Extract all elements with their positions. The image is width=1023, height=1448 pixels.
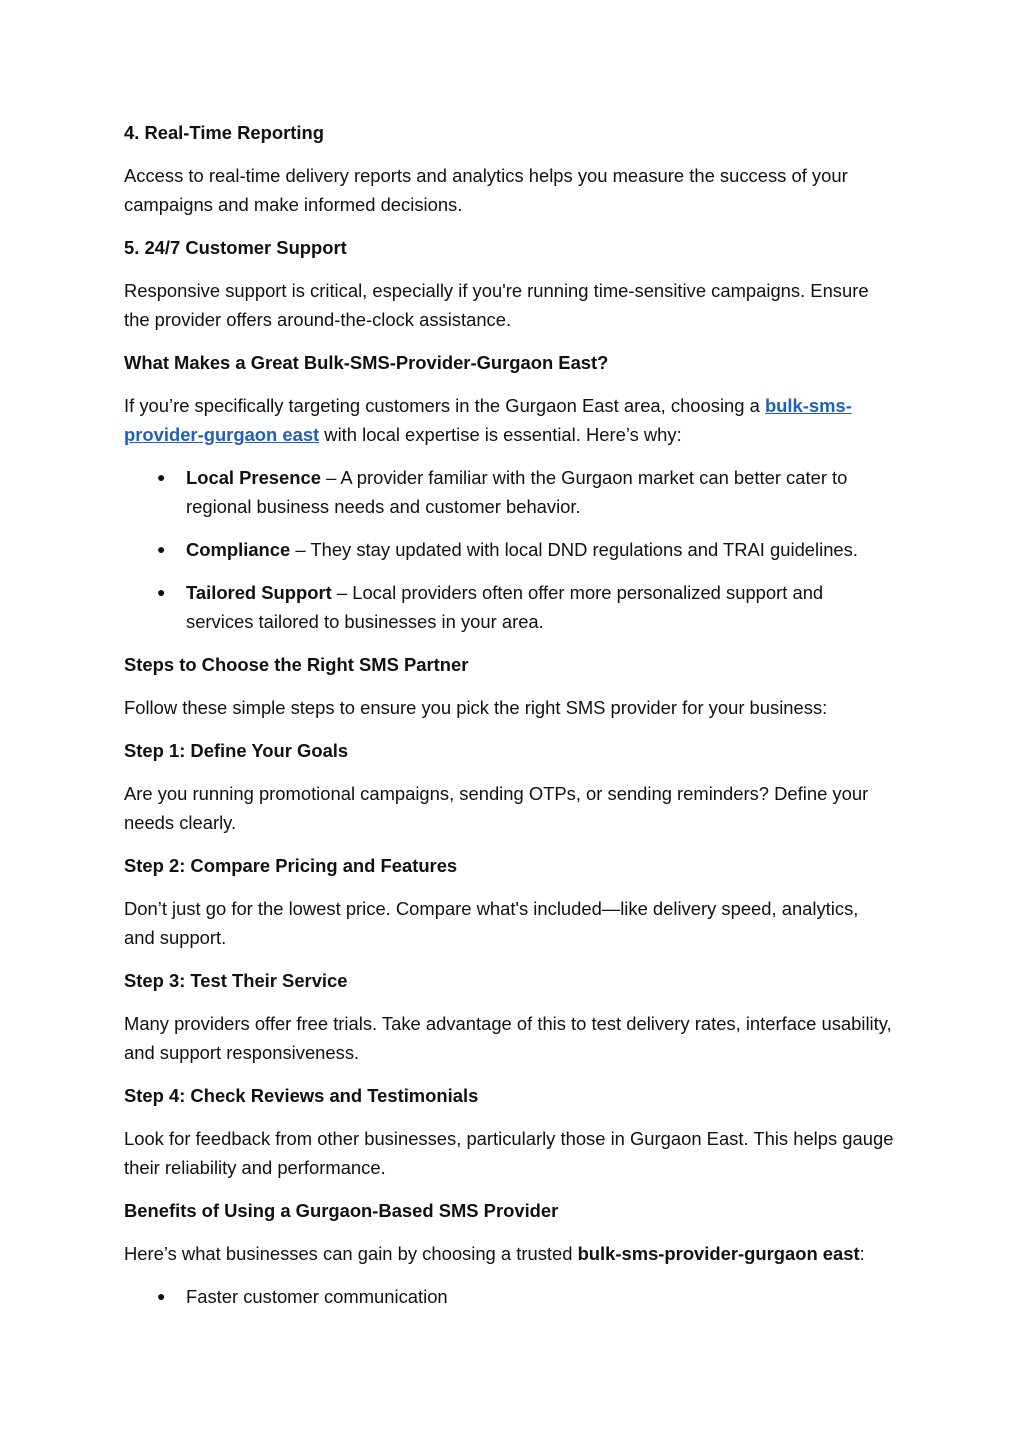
list-item-text: – A provider familiar with the Gurgaon market can better cater to regional business needs and customer behavior. [186, 467, 848, 517]
heading-benefits: Benefits of Using a Gurgaon-Based SMS Provider [124, 1200, 559, 1221]
list-item [124, 1282, 894, 1311]
bulk-sms-provider-link[interactable]: bulk-sms-provider-gurgaon east [124, 395, 852, 445]
list-item-text: – They stay updated with local DND regulations and TRAI guidelines. [290, 539, 858, 560]
heading-step-1: Step 1: Define Your Goals [124, 740, 349, 761]
paragraph-benefits-text-1: Here’s what businesses can gain by choosing a trusted [124, 1243, 578, 1264]
paragraph-benefits-text-2: : [859, 1243, 865, 1264]
paragraph-great-provider [124, 391, 894, 449]
list-item [124, 463, 894, 521]
heading-step-4: Step 4: Check Reviews and Testimonials [124, 1085, 479, 1106]
paragraph-step-1: Are you running promotional campaigns, sending OTPs, or sending reminders? Define your needs clearly. [124, 783, 869, 833]
paragraph-great-provider-text-1: If you’re specifically targeting customers in the Gurgaon East area, choosing a [124, 395, 765, 416]
benefits-list [124, 1282, 894, 1311]
paragraph-step-2: Don’t just go for the lowest price. Compare what's included—like delivery speed, analytics, and support. [124, 898, 859, 948]
heading-great-provider: What Makes a Great Bulk-SMS-Provider-Gurgaon East? [124, 352, 609, 373]
list-item-term: Compliance [186, 539, 291, 560]
paragraph-benefits-bold: bulk-sms-provider-gurgaon east [577, 1243, 860, 1264]
list-item-term: Tailored Support [186, 582, 332, 603]
heading-real-time-reporting: 4. Real-Time Reporting [124, 122, 324, 143]
bullet-icon: ● [157, 584, 166, 600]
bullet-icon: ● [157, 541, 166, 557]
paragraph-step-3: Many providers offer free trials. Take advantage of this to test delivery rates, interface usability, and support responsiveness. [124, 1013, 892, 1063]
heading-customer-support: 5. 24/7 Customer Support [124, 237, 347, 258]
bullet-icon: ● [157, 1288, 166, 1304]
document-page [124, 118, 894, 1325]
list-item-text: Faster customer communication [186, 1286, 448, 1307]
local-advantages-list [124, 463, 894, 636]
list-item-term: Local Presence [186, 467, 321, 488]
list-item [124, 578, 894, 636]
paragraph-great-provider-text-2: with local expertise is essential. Here’s why: [319, 424, 682, 445]
paragraph-customer-support: Responsive support is critical, especially if you're running time-sensitive campaigns. Ensure the provider offers around-the-clock assistance. [124, 280, 869, 330]
paragraph-real-time-reporting: Access to real-time delivery reports and analytics helps you measure the success of your campaigns and make informed decisions. [124, 165, 848, 215]
paragraph-steps: Follow these simple steps to ensure you pick the right SMS provider for your business: [124, 697, 828, 718]
heading-step-3: Step 3: Test Their Service [124, 970, 348, 991]
bullet-icon: ● [157, 469, 166, 485]
paragraph-benefits [124, 1239, 894, 1268]
heading-steps: Steps to Choose the Right SMS Partner [124, 654, 469, 675]
heading-step-2: Step 2: Compare Pricing and Features [124, 855, 458, 876]
list-item [124, 535, 894, 564]
paragraph-step-4: Look for feedback from other businesses, particularly those in Gurgaon East. This helps gauge their reliability and performance. [124, 1128, 894, 1178]
list-item-text: – Local providers often offer more personalized support and services tailored to businesses in your area. [186, 582, 824, 632]
